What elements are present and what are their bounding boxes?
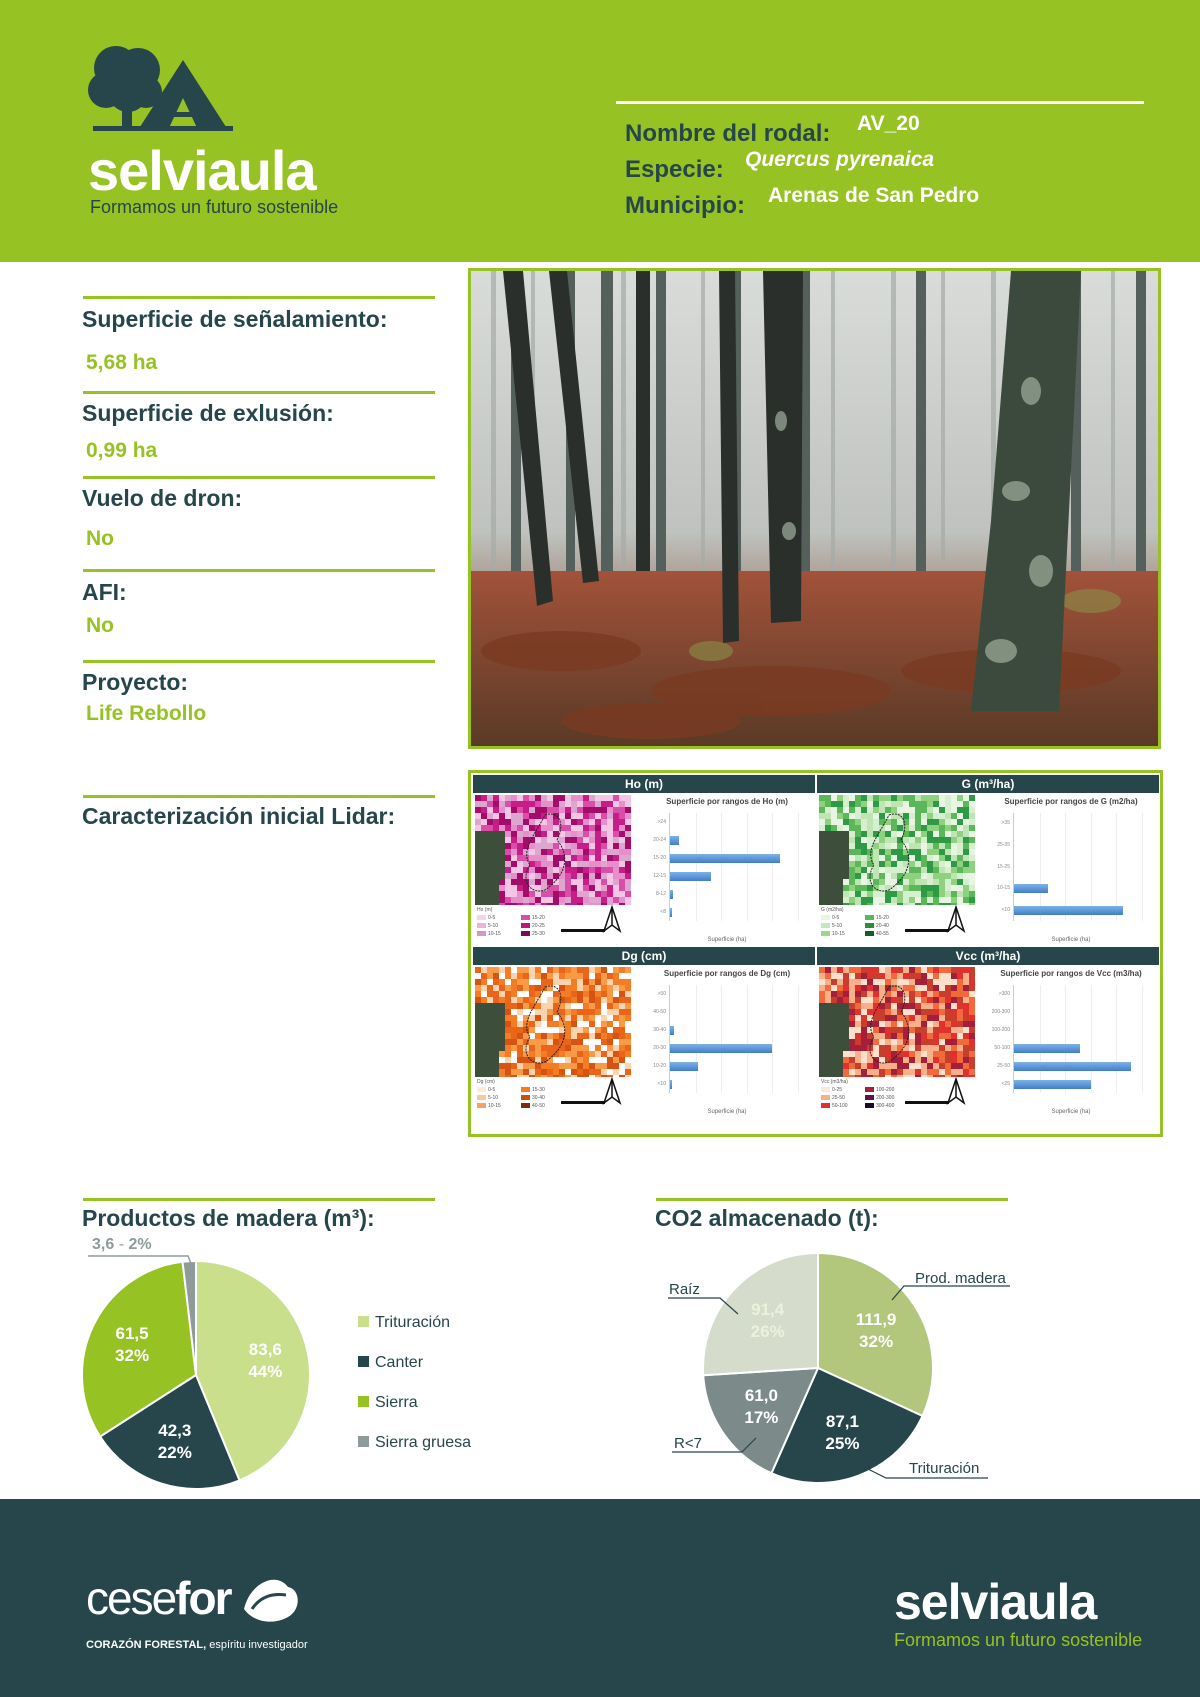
lidar-legend-item: 10-15 [477, 1103, 501, 1109]
legend-sierra [358, 1394, 418, 1412]
lidar-vcc-panel [817, 947, 1159, 1119]
dron-value: No [86, 527, 114, 550]
scale-bar [561, 929, 605, 932]
legend-trituracion-label: Trituración [375, 1314, 450, 1331]
divider [83, 391, 435, 394]
divider [83, 476, 435, 479]
municipio-row [625, 184, 980, 220]
lidar-legend-item: 25-50 [821, 1095, 845, 1101]
legend-sierra-label: Sierra [375, 1394, 418, 1411]
lidar-range-tick: <8 [660, 908, 666, 915]
scale-bar [905, 929, 949, 932]
lidar-legend-item: 5-10 [477, 923, 498, 929]
lidar-range-tick: 15-20 [653, 854, 666, 861]
lidar-legend-item: 10-15 [477, 931, 501, 937]
lidar-range-tick: >50 [657, 990, 666, 997]
exclusion-value: 0,99 ha [86, 439, 158, 462]
cesefor-tag-bold: CORAZÓN FORESTAL, [86, 1639, 207, 1651]
cesefor-light: cese [86, 1572, 176, 1624]
lidar-legend-title: Vcc (m3/ha) [821, 1079, 848, 1085]
lidar-legend-item: 15-20 [521, 915, 545, 921]
lidar-bar [670, 872, 711, 881]
callout-raiz: Raíz [669, 1281, 700, 1298]
lidar-range-tick: 20-30 [653, 1044, 666, 1051]
lidar-range-tick: 20-24 [653, 836, 666, 843]
lidar-legend-title: Ho (m) [477, 907, 493, 913]
callout-line [668, 1296, 744, 1318]
pie-label-r-7: 61,0 17% [744, 1386, 779, 1428]
north-arrow-icon [601, 905, 623, 935]
lidar-legend-item: 30-40 [521, 1095, 545, 1101]
lidar-bar [1014, 1080, 1091, 1089]
rodal-row [625, 112, 920, 148]
lidar-legend-title: Dg (cm) [477, 1079, 495, 1085]
sierra-gruesa-percent: 2% [128, 1236, 152, 1253]
lidar-range-tick: 50-100 [994, 1044, 1010, 1051]
brand-tagline: Formamos un futuro sostenible [90, 197, 339, 217]
lidar-map [819, 967, 975, 1077]
lidar-legend-item: 300-400 [865, 1103, 894, 1109]
lidar-range-tick: <10 [657, 1080, 666, 1087]
lidar-map [475, 967, 631, 1077]
lidar-range-tick: 12-15 [653, 872, 666, 879]
lidar-legend-item: 40-55 [865, 931, 889, 937]
lidar-legend-item: 100-200 [865, 1087, 894, 1093]
especie-value: Quercus pyrenaica [745, 148, 935, 171]
lidar-bar [1014, 906, 1123, 915]
productos-title: Productos de madera (m³): [82, 1205, 375, 1231]
lidar-bar-chart [983, 795, 1159, 947]
header-divider [616, 101, 1144, 104]
north-arrow-icon [945, 905, 967, 935]
lidar-bar [1014, 1044, 1080, 1053]
legend-sierra-gruesa-label: Sierra gruesa [375, 1434, 472, 1451]
municipio-label: Municipio: [625, 192, 745, 219]
footer-brand: selviaula [894, 1574, 1097, 1630]
lidar-bar [670, 1026, 674, 1035]
pie-label-prod-madera: 111,9 32% [855, 1309, 897, 1351]
divider [656, 1198, 1008, 1201]
callout-line [856, 1462, 990, 1482]
lidar-legend-item: 15-20 [865, 915, 889, 921]
lidar-range-tick: 200-300 [991, 1008, 1010, 1015]
rodal-label: Nombre del rodal: [625, 120, 831, 147]
lidar-legend-item: 20-40 [865, 923, 889, 929]
legend-canter [358, 1354, 423, 1372]
especie-row [625, 148, 935, 184]
lidar-legend-item: 25-30 [521, 931, 545, 937]
lidar-range-tick: 40-50 [653, 1008, 666, 1015]
proyecto-label: Proyecto: [82, 669, 189, 695]
lidar-chart-title: Superficie por rangos de Vcc (m3/ha) [1000, 969, 1142, 978]
lidar-bar [670, 854, 780, 863]
lidar-bar-chart [639, 795, 815, 947]
lidar-legend-item: 5-10 [477, 1095, 498, 1101]
legend-trituracion [358, 1314, 450, 1332]
sierra-gruesa-value: 3,6 [92, 1236, 115, 1253]
header-banner [0, 0, 1200, 262]
forest-photo [468, 268, 1161, 749]
leaf-icon [236, 1565, 306, 1625]
callout-trituracion: Trituración [909, 1460, 980, 1477]
cesefor-bold: for [175, 1572, 231, 1624]
lidar-range-tick: >24 [657, 818, 666, 825]
rodal-value: AV_20 [857, 112, 920, 135]
divider [83, 660, 435, 663]
lidar-chart-title: Superficie por rangos de Dg (cm) [663, 969, 791, 978]
callout-prod-madera: Prod. madera [915, 1270, 1006, 1287]
cesefor-wordmark [86, 1571, 231, 1625]
cesefor-tagline [86, 1639, 308, 1651]
lidar-bar [1014, 1062, 1131, 1071]
divider [83, 296, 435, 299]
lidar-map [819, 795, 975, 905]
divider [83, 569, 435, 572]
pie-label-canter: 42,3 22% [157, 1421, 192, 1463]
lidar-range-tick: <25 [1001, 1080, 1010, 1087]
lidar-panel-title: Ho (m) [473, 775, 815, 793]
footer-tagline: Formamos un futuro sostenible [894, 1630, 1143, 1650]
lidar-legend-item: 40-50 [521, 1103, 545, 1109]
lidar-range-tick: 15-25 [997, 863, 1010, 870]
scale-bar [561, 1101, 605, 1104]
lidar-ho-panel [473, 775, 815, 947]
sierra-gruesa-callout: 3,6 - 2% [92, 1236, 152, 1253]
lidar-legend-item: 0-5 [477, 1087, 495, 1093]
lidar-bar [670, 1080, 672, 1089]
lidar-g-panel [817, 775, 1159, 947]
especie-label: Especie: [625, 156, 724, 183]
lidar-panel-title: Vcc (m³/ha) [817, 947, 1159, 965]
lidar-legend-title: G (m2/ha) [821, 907, 844, 913]
lidar-range-tick: >35 [1001, 820, 1010, 827]
afi-value: No [86, 614, 114, 637]
cesefor-logo [86, 1571, 326, 1661]
lidar-legend-item: 10-15 [821, 931, 845, 937]
callout-r7: R<7 [674, 1435, 702, 1452]
municipio-value: Arenas de San Pedro [768, 184, 980, 207]
lidar-chart-xlabel: Superficie (ha) [707, 1109, 747, 1115]
callout-line [88, 1254, 198, 1268]
lidar-range-tick: 10-20 [653, 1062, 666, 1069]
footer [0, 1499, 1200, 1697]
lidar-range-tick: 25-35 [997, 841, 1010, 848]
pie-label-sierra: 61,5 32% [115, 1323, 150, 1365]
lidar-bar [1014, 884, 1048, 893]
lidar-chart-xlabel: Superficie (ha) [1051, 1109, 1091, 1115]
lidar-bar [670, 836, 679, 845]
lidar-range-tick: 8-12 [655, 890, 666, 897]
lidar-chart-xlabel: Superficie (ha) [1051, 937, 1091, 943]
lidar-panel [468, 770, 1163, 1137]
lidar-bar [670, 1044, 772, 1053]
north-arrow-icon [945, 1077, 967, 1107]
lidar-map [475, 795, 631, 905]
lidar-bar [670, 1062, 698, 1071]
afi-label: AFI: [82, 579, 127, 605]
lidar-range-tick: 10-15 [997, 885, 1010, 892]
lidar-range-tick: 100-200 [991, 1026, 1010, 1033]
lidar-bar-chart [639, 967, 815, 1119]
lidar-bar [670, 890, 673, 899]
dron-label: Vuelo de dron: [82, 485, 243, 511]
pie-label-trituraci-n: 87,1 25% [825, 1411, 860, 1453]
co2-title: CO2 almacenado (t): [655, 1205, 879, 1231]
lidar-chart-xlabel: Superficie (ha) [707, 937, 747, 943]
tree-house-icon [88, 40, 238, 135]
lidar-legend-item: 5-10 [821, 923, 842, 929]
lidar-panel-title: Dg (cm) [473, 947, 815, 965]
lidar-legend-item: 0-5 [477, 915, 495, 921]
pie-label-ra-z: 91,4 26% [750, 1299, 785, 1341]
lidar-legend-item: 50-100 [821, 1103, 848, 1109]
divider [83, 795, 435, 798]
exclusion-label: Superficie de exlusión: [82, 400, 334, 426]
lidar-range-tick: >300 [998, 990, 1010, 997]
selviaula-logo [88, 40, 388, 230]
pie-label-trituraci-n: 83,6 44% [248, 1340, 283, 1382]
lidar-legend-item: 200-300 [865, 1095, 894, 1101]
lidar-range-tick: <10 [1001, 906, 1010, 913]
lidar-legend-item: 0-5 [821, 915, 839, 921]
lidar-range-tick: 30-40 [653, 1026, 666, 1033]
proyecto-value: Life Rebollo [86, 702, 207, 725]
lidar-range-tick: 25-50 [997, 1062, 1010, 1069]
senalamiento-value: 5,68 ha [86, 351, 158, 374]
north-arrow-icon [601, 1077, 623, 1107]
senalamiento-label: Superficie de señalamiento: [82, 306, 388, 332]
lidar-bar-chart [983, 967, 1159, 1119]
lidar-chart-title: Superficie por rangos de Ho (m) [666, 797, 788, 806]
legend-canter-label: Canter [375, 1354, 424, 1371]
callout-line [672, 1434, 760, 1456]
legend-sierra-gruesa [358, 1434, 471, 1452]
lidar-chart-title: Superficie por rangos de G (m2/ha) [1004, 797, 1138, 806]
brand-name: selviaula [88, 139, 316, 202]
cesefor-tag-rest: espíritu investigador [206, 1639, 308, 1651]
lidar-panel-title: G (m³/ha) [817, 775, 1159, 793]
callout-line [890, 1284, 1012, 1304]
lidar-legend-item: 20-25 [521, 923, 545, 929]
lidar-dg-panel [473, 947, 815, 1119]
lidar-legend-item: 0-25 [821, 1087, 842, 1093]
scale-bar [905, 1101, 949, 1104]
lidar-legend-item: 15-30 [521, 1087, 545, 1093]
lidar-bar [670, 908, 672, 917]
lidar-label: Caracterización inicial Lidar: [82, 803, 396, 829]
divider [83, 1198, 435, 1201]
